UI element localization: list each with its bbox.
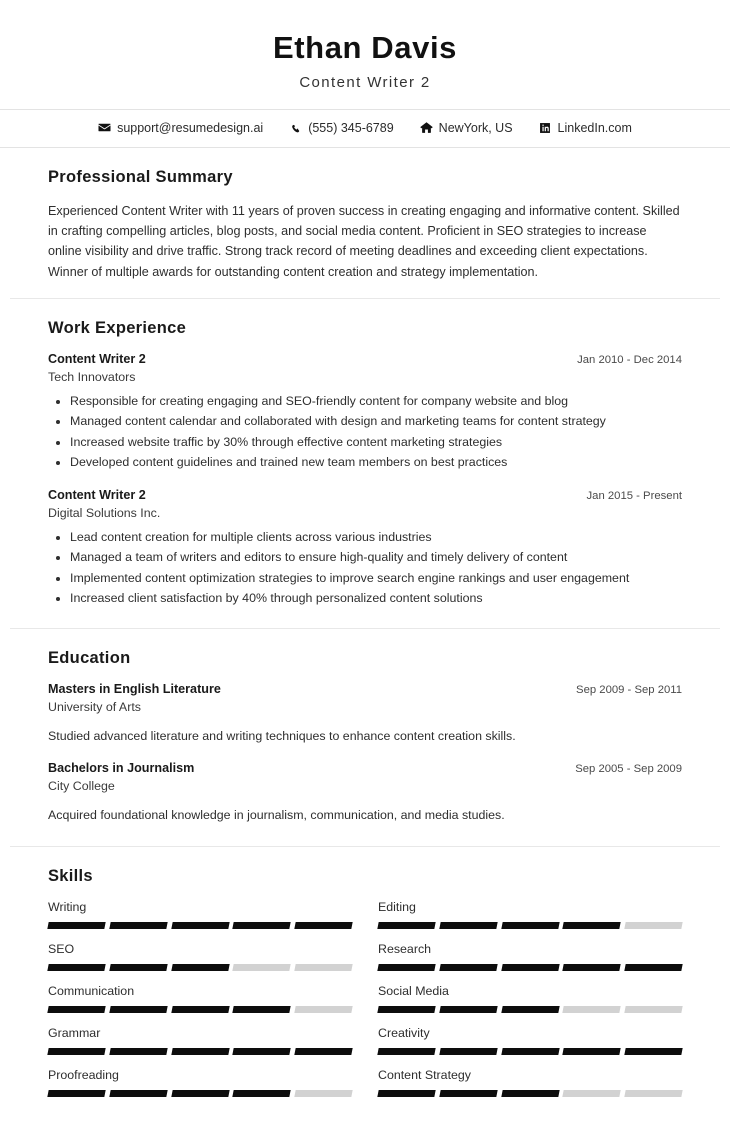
list-item: • Lead content creation for multiple clients across various industries xyxy=(70,527,682,547)
skill-level-segment xyxy=(171,1048,229,1055)
work-entry-dates: Jan 2010 - Dec 2014 xyxy=(577,354,682,367)
skill-name: Writing xyxy=(48,899,87,914)
skills-heading: Skills xyxy=(48,866,93,885)
education-entry-head xyxy=(48,761,682,775)
work-entry-org: Tech Innovators xyxy=(48,370,136,385)
skill-level-segment xyxy=(563,964,621,971)
skill-level-segment xyxy=(47,1048,105,1055)
skill-level-bar xyxy=(378,1006,682,1013)
skill-level-segment xyxy=(563,1090,621,1097)
skill-level-segment xyxy=(47,1006,105,1013)
education-dates: Sep 2009 - Sep 2011 xyxy=(576,683,682,696)
contact-linkedin-text: LinkedIn.com xyxy=(557,120,632,135)
skill-name: Editing xyxy=(378,899,416,914)
skill-item xyxy=(48,900,352,942)
skill-item xyxy=(48,1026,352,1068)
skill-name: Communication xyxy=(48,983,135,998)
work-entry-head xyxy=(48,488,682,502)
skill-level-bar xyxy=(378,1048,682,1055)
skill-level-segment xyxy=(47,922,105,929)
section-work-experience xyxy=(0,299,730,628)
work-entry-role: Content Writer 2 xyxy=(48,352,146,367)
education-degree: Masters in English Literature xyxy=(48,681,221,696)
phone-icon xyxy=(289,121,302,134)
contact-phone[interactable] xyxy=(289,121,393,135)
page-title: Ethan Davis xyxy=(272,30,458,65)
education-description: Acquired foundational knowledge in journalism, communication, and media studies. xyxy=(48,807,505,822)
list-item: • Developed content guidelines and trained new team members on best practices xyxy=(70,452,682,472)
skill-level-segment xyxy=(501,1006,559,1013)
education-dates: Sep 2005 - Sep 2009 xyxy=(575,762,682,775)
spacer xyxy=(48,610,682,628)
contact-location-text: NewYork, US xyxy=(438,120,513,135)
skill-name: Social Media xyxy=(378,983,449,998)
skill-level-segment xyxy=(377,1090,435,1097)
skill-name: Grammar xyxy=(48,1025,101,1040)
skill-level-segment xyxy=(171,964,229,971)
skill-level-segment xyxy=(625,922,683,929)
skill-level-bar xyxy=(378,1090,682,1097)
education-degree: Bachelors in Journalism xyxy=(48,760,195,775)
skill-item xyxy=(378,942,682,984)
list-item: • Managed a team of writers and editors to ensure high-quality and timely delivery of content xyxy=(70,547,682,567)
contact-bar xyxy=(0,110,730,147)
list-item: • Responsible for creating engaging and SEO-friendly content for company website and blog xyxy=(70,391,682,411)
resume-header xyxy=(0,0,730,109)
header-job-title: Content Writer 2 xyxy=(299,73,431,91)
skill-level-segment xyxy=(439,964,497,971)
work-entry-bullets xyxy=(48,391,682,472)
skill-item xyxy=(48,1068,352,1110)
skill-level-bar xyxy=(48,1048,352,1055)
skill-level-segment xyxy=(233,922,291,929)
skill-level-bar xyxy=(48,1006,352,1013)
section-summary xyxy=(0,148,730,299)
skill-name: Content Strategy xyxy=(378,1067,471,1082)
skill-item xyxy=(378,900,682,942)
skill-level-segment xyxy=(47,964,105,971)
skill-item xyxy=(378,984,682,1026)
work-entry-bullets xyxy=(48,527,682,608)
work-entry-org: Digital Solutions Inc. xyxy=(48,506,161,521)
education-school: University of Arts xyxy=(48,699,141,714)
education-entry xyxy=(48,682,682,749)
spacer xyxy=(48,474,682,488)
skill-level-segment xyxy=(171,1090,229,1097)
section-skills xyxy=(0,847,730,1124)
linkedin-icon xyxy=(539,121,552,134)
work-entry-head xyxy=(48,352,682,366)
education-entry xyxy=(48,761,682,828)
skill-level-segment xyxy=(295,1048,353,1055)
skill-item xyxy=(378,1026,682,1068)
work-entry-dates: Jan 2015 - Present xyxy=(586,490,682,503)
section-education xyxy=(0,629,730,846)
skill-level-segment xyxy=(377,1048,435,1055)
skill-level-segment xyxy=(625,1048,683,1055)
skill-level-segment xyxy=(295,1006,353,1013)
skill-level-bar xyxy=(378,922,682,929)
skill-item xyxy=(378,1068,682,1110)
skill-level-segment xyxy=(233,1006,291,1013)
skill-level-segment xyxy=(439,922,497,929)
skill-level-segment xyxy=(501,922,559,929)
list-item: • Increased client satisfaction by 40% through personalized content solutions xyxy=(70,588,682,608)
contact-email-text: support@resumedesign.ai xyxy=(117,120,264,135)
skill-level-segment xyxy=(439,1006,497,1013)
skill-level-bar xyxy=(48,964,352,971)
skill-level-bar xyxy=(48,922,352,929)
skills-grid xyxy=(48,900,682,1124)
education-school: City College xyxy=(48,778,115,793)
skill-item xyxy=(48,942,352,984)
skill-level-segment xyxy=(625,1006,683,1013)
education-heading: Education xyxy=(48,648,131,667)
skill-level-segment xyxy=(377,964,435,971)
summary-heading: Professional Summary xyxy=(48,167,233,186)
skill-level-segment xyxy=(109,922,167,929)
skill-level-segment xyxy=(501,1048,559,1055)
skill-level-segment xyxy=(171,1006,229,1013)
contact-email[interactable] xyxy=(98,121,263,135)
skill-level-bar xyxy=(48,1090,352,1097)
home-icon xyxy=(420,121,433,134)
skill-level-segment xyxy=(377,922,435,929)
skill-level-segment xyxy=(109,1048,167,1055)
summary-text: Experienced Content Writer with 11 years of proven success in creating engaging and informative content. Skilled in crafting compelling articles, blog posts, and social media content. Proficient in SEO strategies to increase online visibility and drive traffic. Strong track record of meeting deadlines and exceeding client expectations. Winner of multiple awards for outstanding content creation and strategy implementation. xyxy=(48,203,680,279)
skill-name: Creativity xyxy=(378,1025,430,1040)
skill-level-segment xyxy=(625,1090,683,1097)
skill-level-segment xyxy=(233,964,291,971)
skill-level-segment xyxy=(625,964,683,971)
spacer xyxy=(48,828,682,846)
skill-name: SEO xyxy=(48,941,75,956)
skill-level-segment xyxy=(563,1006,621,1013)
list-item: • Implemented content optimization strategies to improve search engine rankings and user engagement xyxy=(70,568,682,588)
skill-level-segment xyxy=(439,1048,497,1055)
skill-level-segment xyxy=(171,922,229,929)
skill-level-segment xyxy=(501,964,559,971)
contact-linkedin[interactable] xyxy=(539,121,632,135)
skill-level-segment xyxy=(563,922,621,929)
skill-level-segment xyxy=(47,1090,105,1097)
education-description: Studied advanced literature and writing techniques to enhance content creation skills. xyxy=(48,728,516,743)
skill-name: Research xyxy=(378,941,432,956)
work-entry-role: Content Writer 2 xyxy=(48,488,146,503)
skill-level-segment xyxy=(377,1006,435,1013)
work-entry xyxy=(48,352,682,474)
skill-level-segment xyxy=(109,964,167,971)
envelope-icon xyxy=(98,121,111,134)
list-item: • Managed content calendar and collaborated with design and marketing teams for content strategy xyxy=(70,411,682,431)
skill-level-segment xyxy=(295,922,353,929)
spacer xyxy=(48,749,682,761)
skill-item xyxy=(48,984,352,1026)
contact-phone-text: (555) 345-6789 xyxy=(308,120,394,135)
skill-level-segment xyxy=(109,1090,167,1097)
skill-level-segment xyxy=(295,1090,353,1097)
skill-name: Proofreading xyxy=(48,1067,119,1082)
skill-level-segment xyxy=(439,1090,497,1097)
skill-level-bar xyxy=(378,964,682,971)
work-heading: Work Experience xyxy=(48,319,187,338)
skill-level-segment xyxy=(109,1006,167,1013)
skill-level-segment xyxy=(233,1090,291,1097)
skill-level-segment xyxy=(501,1090,559,1097)
skill-level-segment xyxy=(295,964,353,971)
contact-location[interactable] xyxy=(420,121,513,135)
education-entry-head xyxy=(48,682,682,696)
skill-level-segment xyxy=(233,1048,291,1055)
skill-level-segment xyxy=(563,1048,621,1055)
work-entry xyxy=(48,488,682,610)
list-item: • Increased website traffic by 30% through effective content marketing strategies xyxy=(70,432,682,452)
